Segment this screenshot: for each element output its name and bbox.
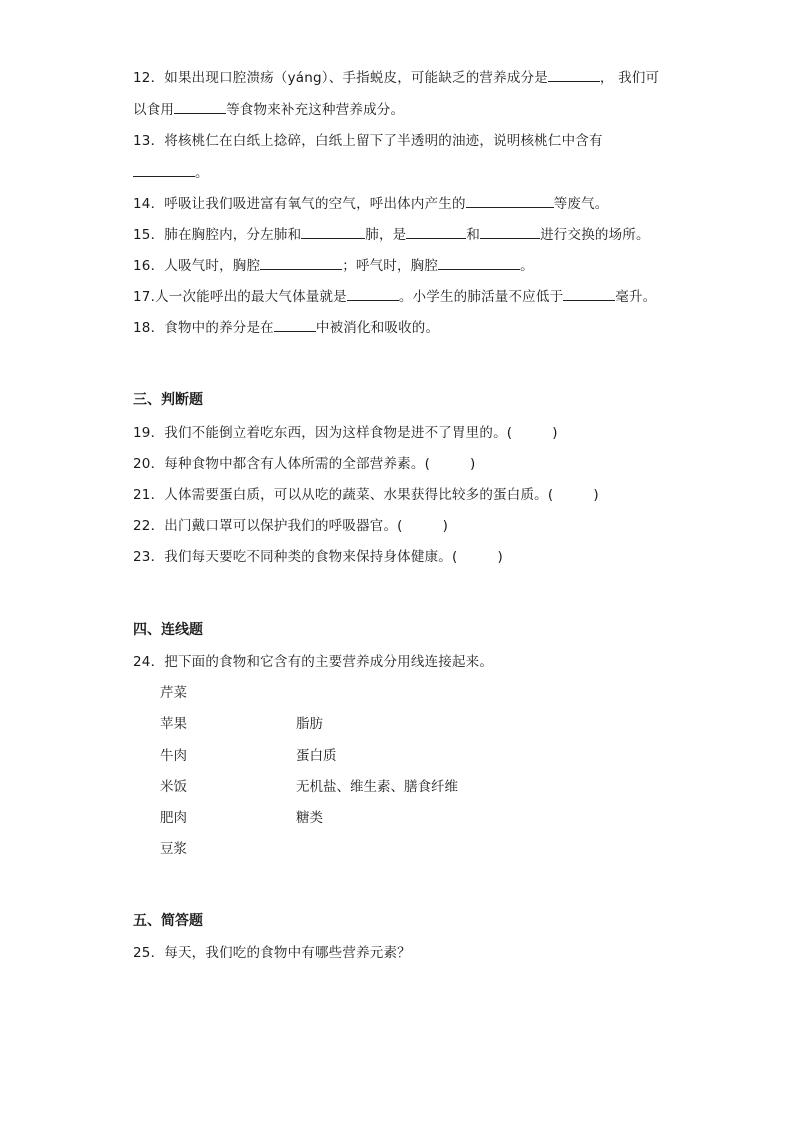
nutrient-item[interactable]: 蛋白质 [296, 748, 337, 764]
q15-text-a: 15．肺在胸腔内，分左肺和 [133, 227, 302, 243]
q16-blank-1[interactable] [260, 255, 342, 270]
q15-text-b: 肺，是 [365, 227, 407, 243]
question-14 [133, 192, 609, 212]
question-19 [133, 421, 558, 441]
q18-blank-1[interactable] [274, 317, 316, 332]
q20-close-paren: ) [470, 456, 476, 472]
question-22 [133, 514, 448, 534]
q12-blank-1[interactable] [548, 67, 600, 82]
q13-text-b: 。 [195, 165, 209, 181]
q16-blank-2[interactable] [438, 255, 520, 270]
question-13-line2 [133, 161, 209, 181]
q20-text: 20．每种食物中都含有人体所需的全部营养素。( [133, 456, 431, 472]
q15-text-c: 和 [466, 227, 481, 243]
q14-text-b: 等废气。 [553, 196, 609, 212]
q12-blank-2[interactable] [174, 99, 226, 114]
question-20 [133, 452, 476, 472]
nutrient-item[interactable]: 糖类 [296, 810, 323, 826]
q19-close-paren: ) [552, 425, 558, 441]
q22-close-paren: ) [442, 518, 449, 534]
q14-blank-1[interactable] [466, 193, 554, 208]
question-17 [133, 285, 656, 305]
q22-text: 22．出门戴口罩可以保护我们的呼吸器官。( [133, 518, 403, 534]
q16-text-c: 。 [520, 258, 534, 274]
q15-text-d: 进行交换的场所。 [540, 227, 650, 243]
q18-text-a: 18．食物中的养分是在 [133, 320, 274, 336]
food-item[interactable]: 苹果 [160, 716, 187, 732]
q17-blank-2[interactable] [563, 286, 615, 301]
q12-text-a: 12．如果出现口腔溃疡（yáng）、手指蜕皮，可能缺乏的营养成分是 [133, 70, 548, 86]
question-12-line2 [133, 98, 404, 118]
q13-blank-1[interactable] [133, 162, 195, 177]
question-25: 25．每天，我们吃的食物中有哪些营养元素？ [133, 945, 411, 961]
q15-blank-1[interactable] [301, 224, 365, 239]
q16-text-b: ；呼气时，胸腔 [342, 258, 439, 274]
question-24: 24．把下面的食物和它含有的主要营养成分用线连接起来。 [133, 654, 494, 670]
question-21 [133, 483, 599, 503]
question-18 [133, 316, 439, 336]
q14-text-a: 14．呼吸让我们吸进富有氧气的空气，呼出体内产生的 [133, 196, 466, 212]
food-item[interactable]: 米饭 [160, 779, 187, 795]
q23-close-paren: ) [497, 549, 503, 565]
food-item[interactable]: 芹菜 [160, 685, 187, 701]
section-4-title: 四、连线题 [133, 622, 203, 638]
food-item[interactable]: 肥肉 [160, 810, 187, 826]
nutrient-item[interactable]: 无机盐、维生素、膳食纤维 [296, 779, 458, 795]
question-12-line1 [133, 66, 659, 86]
question-16 [133, 254, 534, 274]
q17-text-a: 17.人一次能呼出的最大气体量就是 [133, 289, 347, 305]
section-3-title: 三、判断题 [133, 392, 203, 408]
nutrient-item[interactable]: 脂肪 [296, 716, 323, 732]
q21-text: 21．人体需要蛋白质，可以从吃的蔬菜、水果获得比较多的蛋白质。( [133, 487, 554, 503]
q23-text: 23．我们每天要吃不同种类的食物来保持身体健康。( [133, 549, 458, 565]
q12-text-b: ， 我们可 [599, 70, 660, 86]
q21-close-paren: ) [593, 487, 599, 503]
q16-text-a: 16．人吸气时，胸腔 [133, 258, 261, 274]
question-23 [133, 545, 503, 565]
food-item[interactable]: 牛肉 [160, 748, 187, 764]
q15-blank-3[interactable] [480, 224, 540, 239]
q15-blank-2[interactable] [406, 224, 466, 239]
q17-text-b: 。小学生的肺活量不应低于 [398, 289, 564, 305]
q17-text-c: 毫升。 [615, 289, 657, 305]
q13-text-a: 13．将核桃仁在白纸上捻碎，白纸上留下了半透明的油迹，说明核桃仁中含有 [133, 133, 603, 149]
question-15 [133, 223, 650, 243]
section-5-title: 五、简答题 [133, 913, 203, 929]
q19-text: 19．我们不能倒立着吃东西，因为这样食物是进不了胃里的。( [133, 425, 513, 441]
question-13-line1 [133, 129, 603, 149]
q18-text-b: 中被消化和吸收的。 [315, 320, 440, 336]
q12-text-d: 等食物来补充这种营养成分。 [226, 102, 405, 118]
food-item[interactable]: 豆浆 [160, 841, 187, 857]
q12-text-c: 以食用 [133, 102, 175, 118]
q17-blank-1[interactable] [347, 286, 399, 301]
